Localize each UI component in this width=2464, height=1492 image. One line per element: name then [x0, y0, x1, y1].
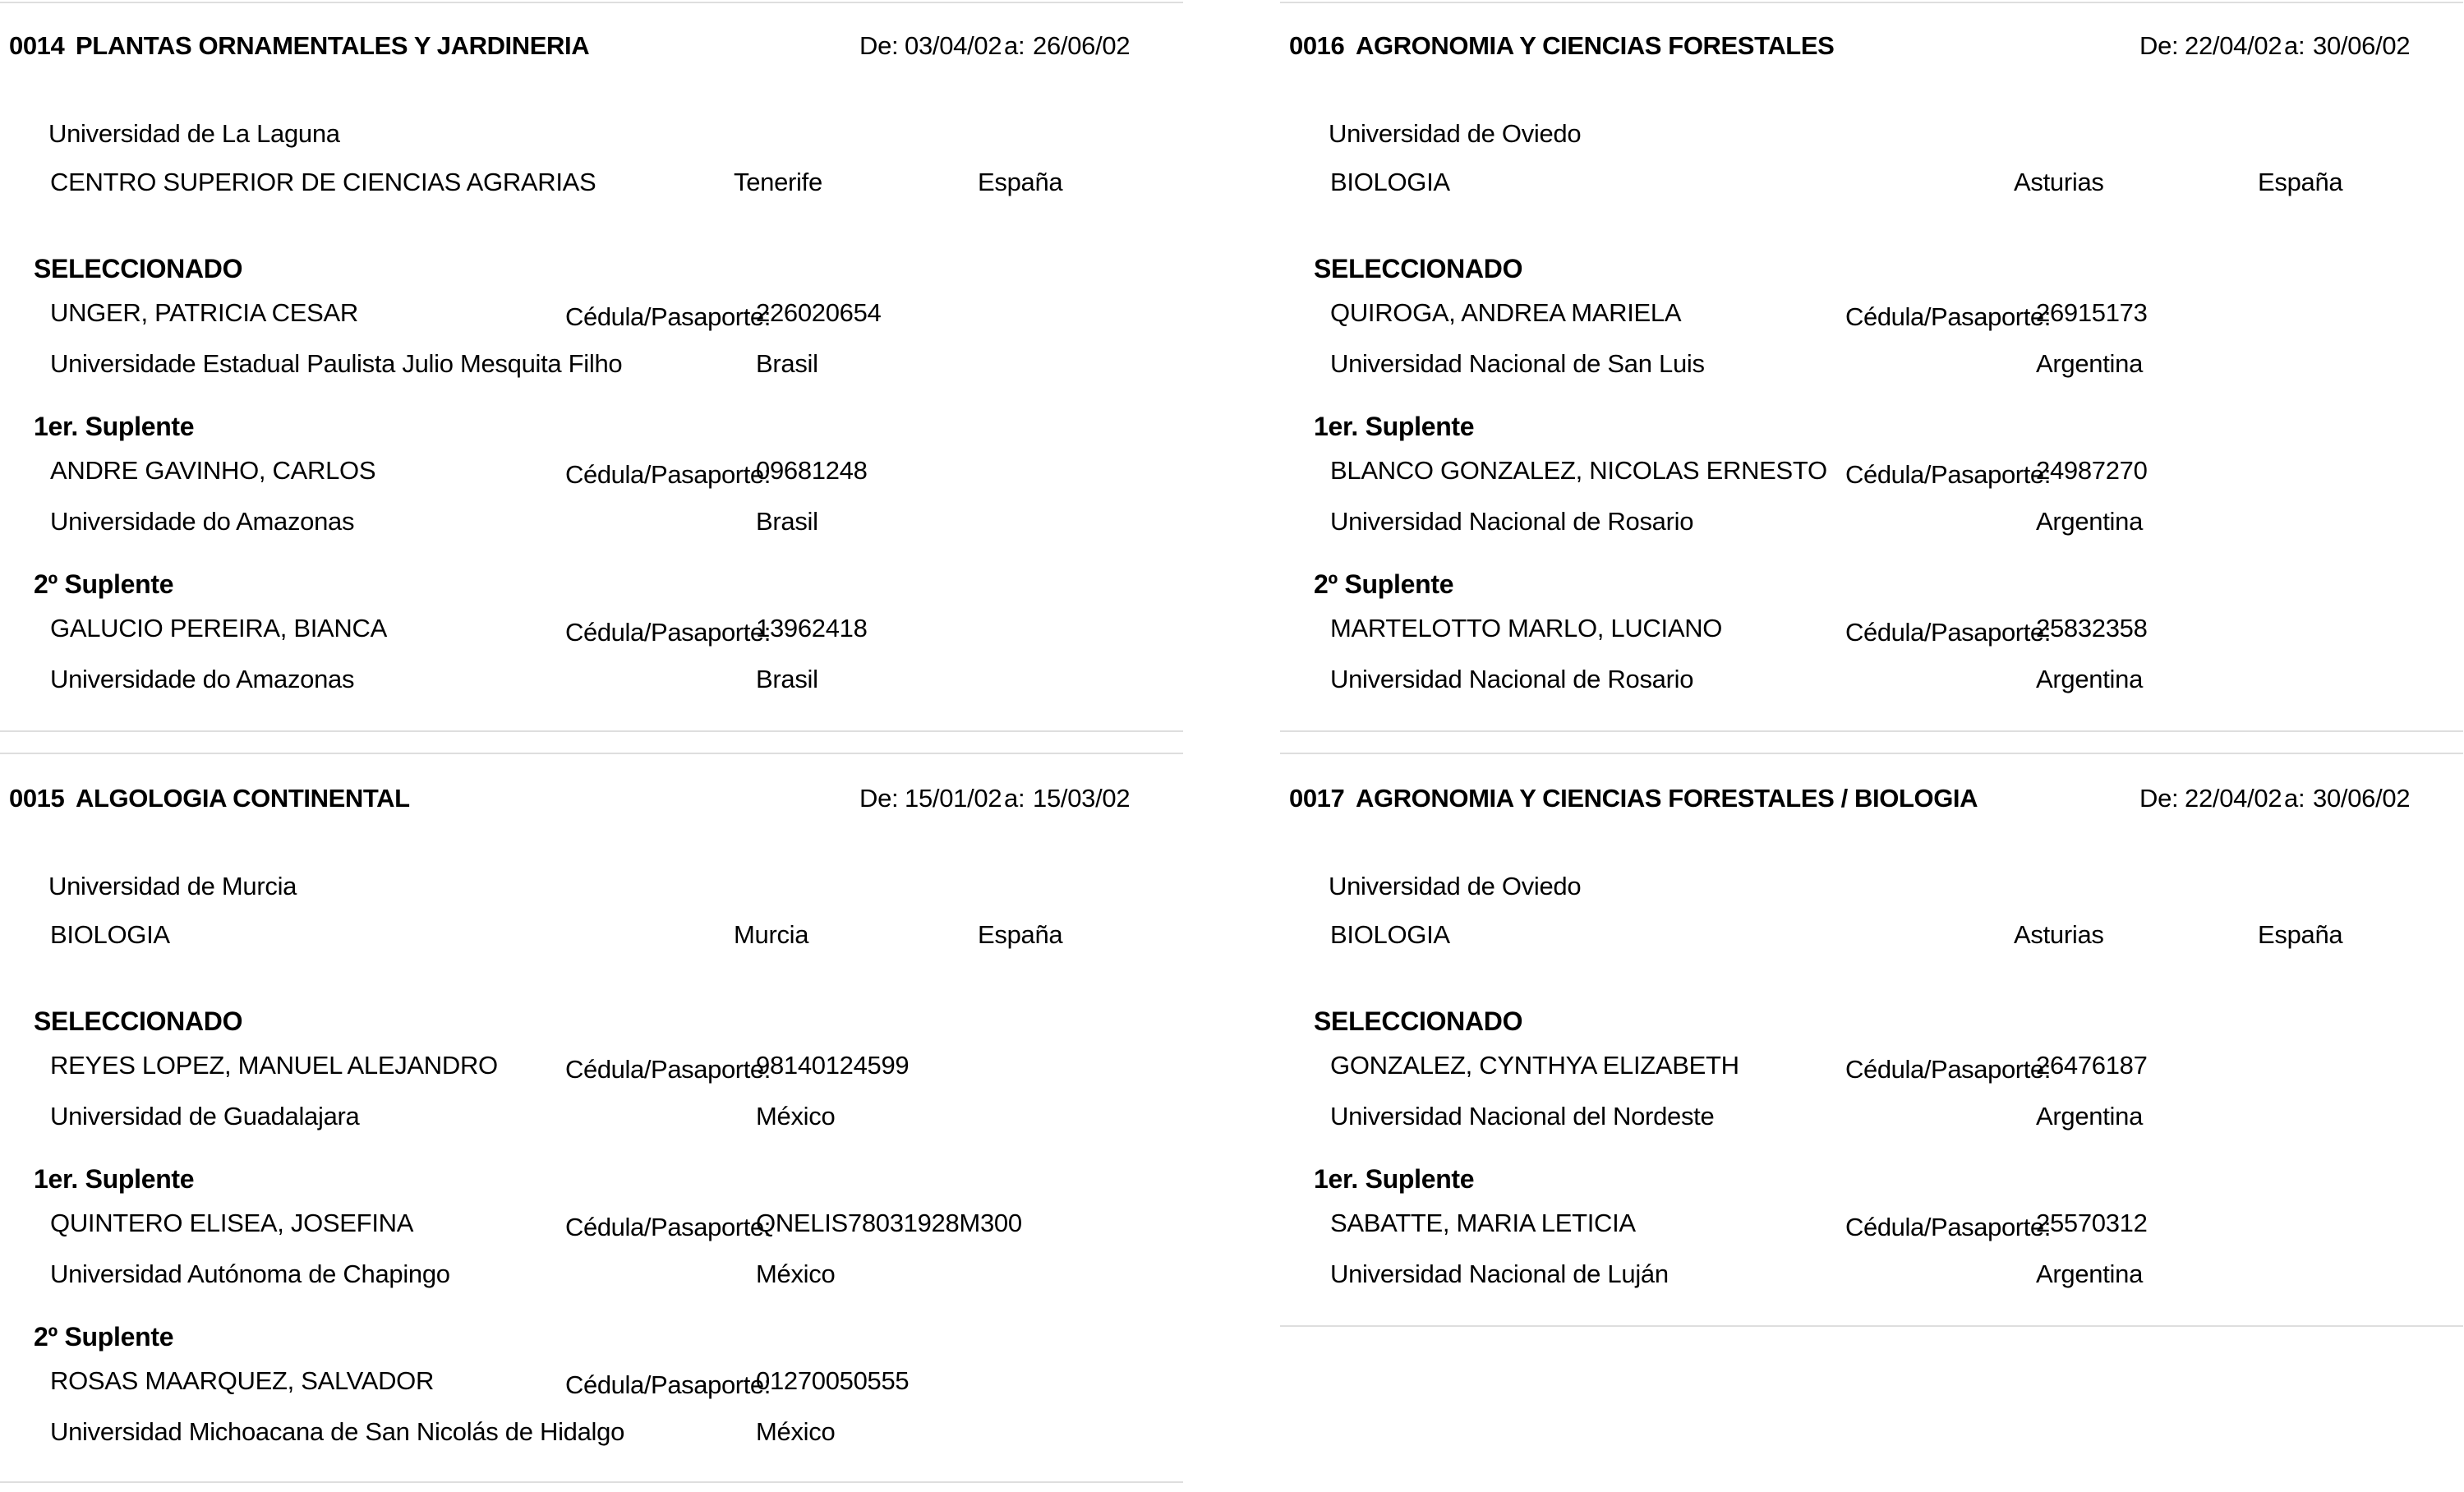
host-center: BIOLOGIA — [50, 920, 170, 949]
candidate-name: MARTELOTTO MARLO, LUCIANO — [1330, 614, 1723, 642]
candidate-role: 1er. Suplente — [34, 1164, 195, 1194]
record-code: 0015 — [9, 784, 65, 813]
candidate-id: 98140124599 — [756, 1051, 910, 1080]
host-country: España — [2258, 168, 2343, 196]
candidate-role: SELECCIONADO — [34, 1006, 243, 1036]
candidate-id: 25832358 — [2036, 614, 2148, 642]
date-from: 15/01/02 — [905, 784, 1002, 813]
host-university: Universidad de Oviedo — [1329, 119, 1582, 148]
date-to-label: a: — [2284, 784, 2305, 813]
candidate-id: 01270050555 — [756, 1366, 910, 1395]
record-0017 — [1280, 753, 2463, 1492]
candidate-country: Argentina — [2036, 349, 2144, 378]
host-center: CENTRO SUPERIOR DE CIENCIAS AGRARIAS — [50, 168, 596, 196]
bottom-rule — [1280, 1325, 2463, 1327]
top-rule — [0, 753, 1183, 754]
candidate-name: BLANCO GONZALEZ, NICOLAS ERNESTO — [1330, 456, 1827, 485]
candidate-name: ANDRE GAVINHO, CARLOS — [50, 456, 376, 485]
candidate-institution: Universidad Michoacana de San Nicolás de Hidalgo — [50, 1417, 625, 1446]
date-from: 03/04/02 — [905, 31, 1002, 60]
host-region: Asturias — [2014, 168, 2104, 196]
record-title: AGRONOMIA Y CIENCIAS FORESTALES — [1356, 31, 1835, 60]
candidate-country: Argentina — [2036, 507, 2144, 536]
top-rule — [0, 2, 1183, 3]
candidate-id-label: Cédula/Pasaporte: — [1845, 460, 2051, 489]
candidate-institution: Universidad Nacional de Rosario — [1330, 507, 1694, 536]
host-university: Universidad de Murcia — [48, 872, 297, 900]
record-0014 — [0, 0, 1183, 739]
date-to: 30/06/02 — [2313, 31, 2411, 60]
candidate-id: 25570312 — [2036, 1209, 2148, 1237]
bottom-rule — [1280, 730, 2463, 732]
date-to: 30/06/02 — [2313, 784, 2411, 813]
candidate-id: 13962418 — [756, 614, 868, 642]
candidate-id-label: Cédula/Pasaporte: — [565, 1055, 771, 1084]
host-center: BIOLOGIA — [1330, 168, 1450, 196]
record-0016 — [1280, 0, 2463, 739]
candidate-id: 24987270 — [2036, 456, 2148, 485]
top-rule — [1280, 2, 2463, 3]
candidate-country: Brasil — [756, 349, 818, 378]
candidate-country: México — [756, 1259, 836, 1288]
host-country: España — [2258, 920, 2343, 949]
candidate-id-label: Cédula/Pasaporte: — [1845, 1213, 2051, 1241]
bottom-rule — [0, 1481, 1183, 1483]
candidate-id: QNELIS78031928M300 — [756, 1209, 1022, 1237]
date-to: 15/03/02 — [1033, 784, 1131, 813]
record-title: ALGOLOGIA CONTINENTAL — [76, 784, 410, 813]
record-code: 0016 — [1289, 31, 1345, 60]
candidate-institution: Universidad Nacional de Rosario — [1330, 665, 1694, 693]
candidate-name: QUINTERO ELISEA, JOSEFINA — [50, 1209, 414, 1237]
record-title: AGRONOMIA Y CIENCIAS FORESTALES / BIOLOGIA — [1356, 784, 1978, 813]
date-to: 26/06/02 — [1033, 31, 1131, 60]
candidate-institution: Universidad Autónoma de Chapingo — [50, 1259, 450, 1288]
host-region: Asturias — [2014, 920, 2104, 949]
candidate-country: Brasil — [756, 507, 818, 536]
candidate-id-label: Cédula/Pasaporte: — [1845, 302, 2051, 331]
candidate-role: SELECCIONADO — [34, 254, 243, 283]
date-to-label: a: — [1004, 31, 1025, 60]
candidate-name: UNGER, PATRICIA CESAR — [50, 298, 358, 327]
candidate-name: GALUCIO PEREIRA, BIANCA — [50, 614, 387, 642]
host-university: Universidad de Oviedo — [1329, 872, 1582, 900]
top-rule — [1280, 753, 2463, 754]
candidate-role: 2º Suplente — [34, 569, 174, 599]
candidate-id-label: Cédula/Pasaporte: — [565, 618, 771, 647]
candidate-role: SELECCIONADO — [1314, 254, 1523, 283]
record-code: 0014 — [9, 31, 65, 60]
candidate-country: Brasil — [756, 665, 818, 693]
candidate-name: ROSAS MAARQUEZ, SALVADOR — [50, 1366, 435, 1395]
date-to-label: a: — [1004, 784, 1025, 813]
candidate-id-label: Cédula/Pasaporte: — [565, 460, 771, 489]
candidate-institution: Universidad Nacional de San Luis — [1330, 349, 1705, 378]
date-from: 22/04/02 — [2185, 784, 2282, 813]
date-from-label: De: — [2139, 784, 2179, 813]
candidate-institution: Universidade do Amazonas — [50, 507, 355, 536]
host-region: Tenerife — [734, 168, 822, 196]
date-from-label: De: — [859, 31, 899, 60]
candidate-id-label: Cédula/Pasaporte: — [565, 1213, 771, 1241]
date-to-label: a: — [2284, 31, 2305, 60]
date-from-label: De: — [2139, 31, 2179, 60]
candidate-institution: Universidad de Guadalajara — [50, 1102, 360, 1131]
candidate-institution: Universidade do Amazonas — [50, 665, 355, 693]
candidate-role: 2º Suplente — [1314, 569, 1454, 599]
candidate-institution: Universidad Nacional de Luján — [1330, 1259, 1669, 1288]
candidate-id: 226020654 — [756, 298, 882, 327]
host-country: España — [978, 920, 1063, 949]
candidate-id: 26915173 — [2036, 298, 2148, 327]
candidate-id-label: Cédula/Pasaporte: — [565, 1370, 771, 1399]
candidate-country: México — [756, 1102, 836, 1131]
candidate-country: Argentina — [2036, 665, 2144, 693]
date-from-label: De: — [859, 784, 899, 813]
record-title: PLANTAS ORNAMENTALES Y JARDINERIA — [76, 31, 590, 60]
candidate-role: 1er. Suplente — [1314, 1164, 1475, 1194]
candidate-name: GONZALEZ, CYNTHYA ELIZABETH — [1330, 1051, 1739, 1080]
candidate-id-label: Cédula/Pasaporte: — [1845, 618, 2051, 647]
candidate-id: 26476187 — [2036, 1051, 2148, 1080]
record-code: 0017 — [1289, 784, 1345, 813]
date-from: 22/04/02 — [2185, 31, 2282, 60]
candidate-role: SELECCIONADO — [1314, 1006, 1523, 1036]
candidate-institution: Universidade Estadual Paulista Julio Mesquita Filho — [50, 349, 623, 378]
candidate-name: REYES LOPEZ, MANUEL ALEJANDRO — [50, 1051, 498, 1080]
candidate-role: 1er. Suplente — [34, 412, 195, 441]
candidate-institution: Universidad Nacional del Nordeste — [1330, 1102, 1715, 1131]
candidate-country: Argentina — [2036, 1102, 2144, 1131]
record-0015 — [0, 753, 1183, 1492]
host-center: BIOLOGIA — [1330, 920, 1450, 949]
candidate-role: 2º Suplente — [34, 1322, 174, 1352]
candidate-id-label: Cédula/Pasaporte: — [1845, 1055, 2051, 1084]
candidate-country: México — [756, 1417, 836, 1446]
candidate-role: 1er. Suplente — [1314, 412, 1475, 441]
host-region: Murcia — [734, 920, 809, 949]
candidate-id-label: Cédula/Pasaporte: — [565, 302, 771, 331]
candidate-id: 09681248 — [756, 456, 868, 485]
host-university: Universidad de La Laguna — [48, 119, 340, 148]
candidate-name: SABATTE, MARIA LETICIA — [1330, 1209, 1636, 1237]
candidate-country: Argentina — [2036, 1259, 2144, 1288]
bottom-rule — [0, 730, 1183, 732]
candidate-name: QUIROGA, ANDREA MARIELA — [1330, 298, 1682, 327]
host-country: España — [978, 168, 1063, 196]
